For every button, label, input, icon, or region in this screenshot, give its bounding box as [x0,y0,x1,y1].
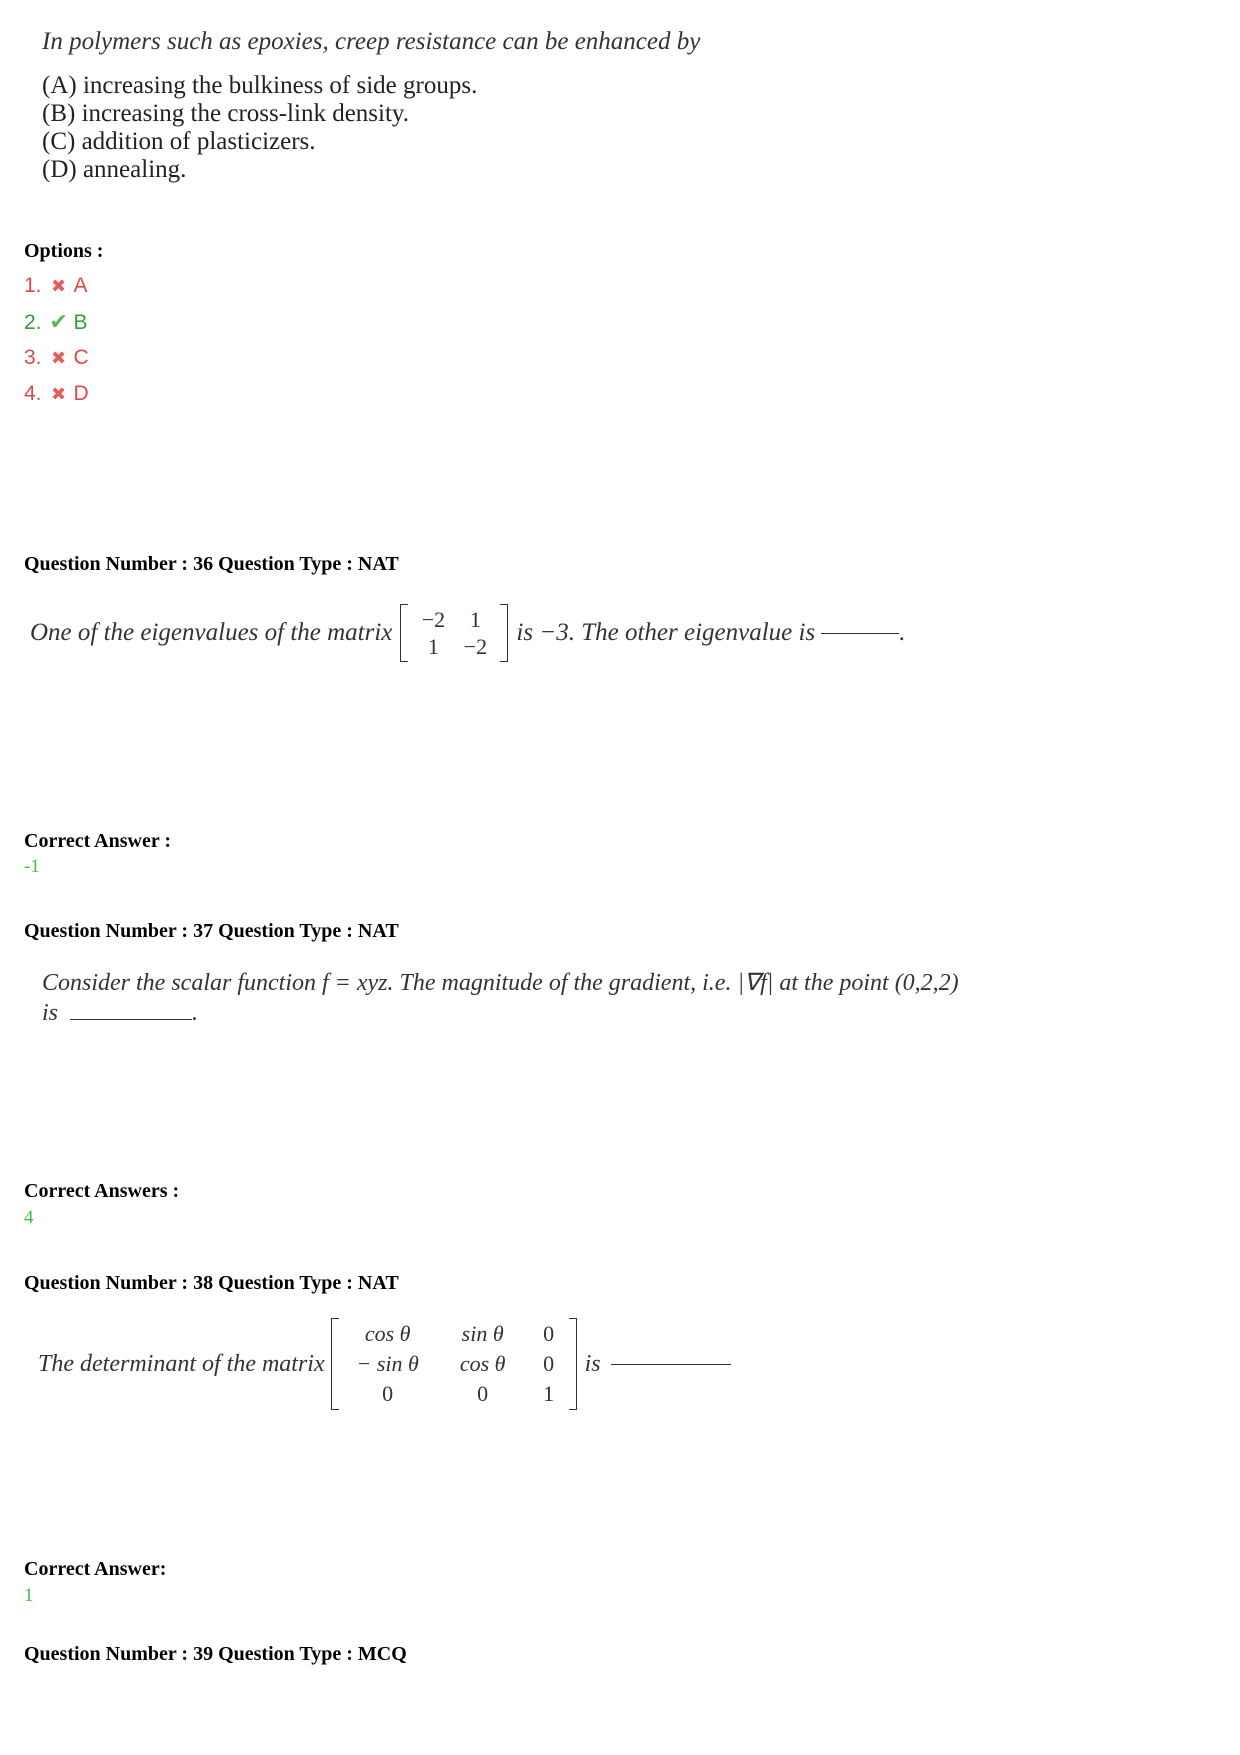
check-icon: ✔ [49,309,68,334]
matrix-cell: 0 [382,1381,394,1406]
matrix-cell: 1 [427,634,439,659]
cross-icon: ✖ [50,348,67,368]
option-number: 4. [24,382,42,405]
matrix-cell: − sin θ [356,1351,419,1376]
cross-icon: ✖ [50,384,67,404]
question-37-answer-label: Correct Answers : [24,1180,180,1202]
matrix-cell: 0 [477,1381,489,1406]
question-36-header: Question Number : 36 Question Type : NAT [24,553,399,575]
matrix-cell: 0 [543,1351,555,1376]
matrix-cell: 1 [469,607,481,632]
option-2 [24,304,89,340]
option-letter: C [73,346,89,369]
question-39-header: Question Number : 39 Question Type : MCQ [24,1643,407,1665]
option-number: 3. [24,346,42,369]
stem-line-2 [42,998,959,1028]
answer-blank [70,1019,192,1020]
matrix-cell: cos θ [364,1321,411,1346]
option-4 [24,376,89,412]
matrix-2x2 [400,604,508,662]
stem-period: . [899,619,906,646]
question-38-answer-label: Correct Answer: [24,1558,167,1580]
question-37-answer: 4 [24,1207,34,1228]
stem-period: . [192,1000,199,1026]
cross-icon: ✖ [50,276,67,296]
matrix-cell: sin θ [461,1321,504,1346]
question-37-stem [42,968,959,1028]
options-label: Options : [24,240,104,262]
option-3 [24,340,89,376]
question-36-answer: -1 [24,856,40,877]
stem-is: is [42,1000,59,1026]
question-36-stem [30,604,905,662]
question-38-header: Question Number : 38 Question Type : NAT [24,1272,399,1294]
matrix-cell: −2 [421,607,446,632]
matrix-cell: −2 [463,634,488,659]
option-letter: A [73,274,88,297]
answer-blank [821,633,899,634]
matrix-3x3 [331,1318,577,1410]
option-letter: B [73,311,88,334]
choice-a: (A) increasing the bulkiness of side groups. [42,72,478,99]
question-35-choices [42,72,477,184]
matrix-cell: cos θ [459,1351,506,1376]
stem-text-after: is [584,1350,601,1377]
option-letter: D [73,382,89,405]
option-number: 2. [24,311,42,334]
choice-d: (D) annealing. [42,156,187,183]
choice-b: (B) increasing the cross-link density. [42,100,410,127]
option-1 [24,268,89,304]
stem-text-before: One of the eigenvalues of the matrix [30,619,393,646]
matrix-cell: 0 [543,1321,555,1346]
question-38-stem [38,1318,731,1410]
question-38-answer: 1 [24,1585,34,1606]
matrix-cell: 1 [543,1381,555,1406]
question-36-answer-label: Correct Answer : [24,830,171,852]
stem-text-before: The determinant of the matrix [38,1350,325,1377]
question-35-stem: In polymers such as epoxies, creep resistance can be enhanced by [42,28,701,55]
answer-blank [611,1364,731,1365]
stem-text-after: is −3. The other eigenvalue is [516,619,816,646]
option-number: 1. [24,274,42,297]
options-list [24,268,89,412]
question-37-header: Question Number : 37 Question Type : NAT [24,920,399,942]
stem-line-1: Consider the scalar function f = xyz. The magnitude of the gradient, i.e. |∇f| at the point (0,2,2) [42,970,959,996]
choice-c: (C) addition of plasticizers. [42,128,316,155]
